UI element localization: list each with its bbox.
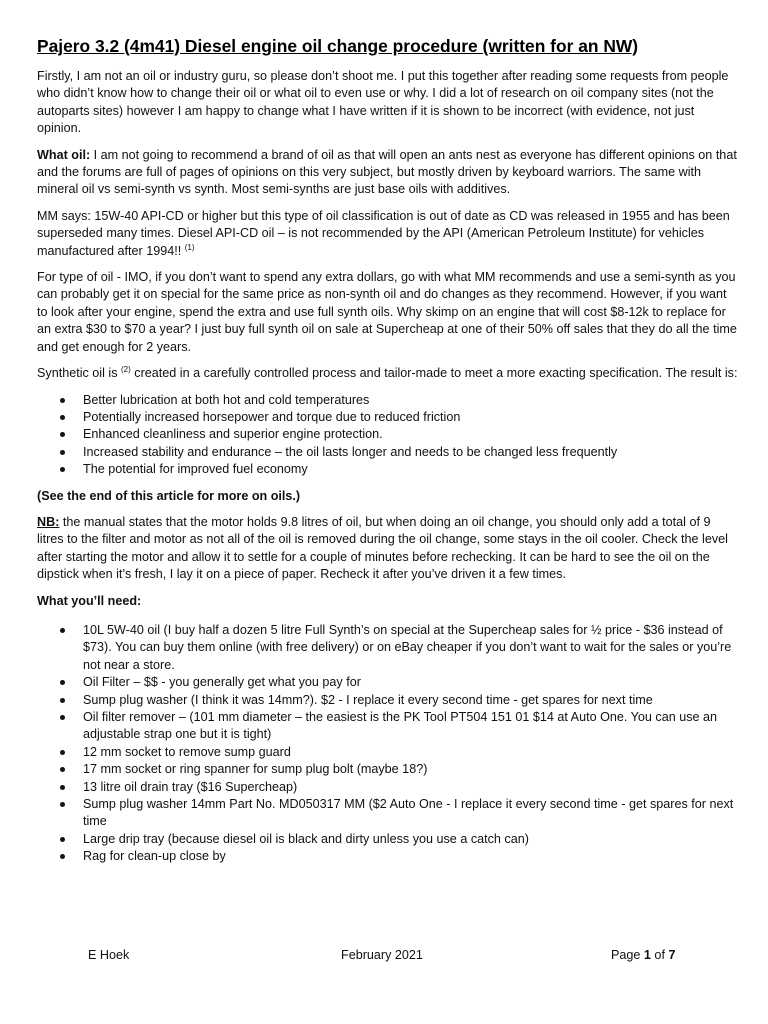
list-item: The potential for improved fuel economy (83, 461, 738, 478)
mm-says-text: MM says: 15W-40 API-CD or higher but this type of oil classification is out of date as CD was released in 1955 and has been superseded many times. Diesel API-CD oil – is not recommended by the API (American Petroleum Institute) for vehicles manufactured after 1994!! (37, 208, 730, 258)
type-of-oil-paragraph: For type of oil - IMO, if you don’t want to spend any extra dollars, go with what MM recommends and use a semi-synth as you can probably get it on special for the same price as non-synth oil and do changes as they recommend. However, if you want to look after your engine, spend the extra and use full synth oils. Why skimp on an engine that will cost $8-12k to replace for an extra $30 to $70 a year? I just buy full synth oil on sale at Supercheap at one of their 50% off sales that they do all the time and get enough for 2 years. (37, 270, 737, 354)
list-item: Potentially increased horsepower and torque due to reduced friction (83, 409, 738, 426)
benefits-list (37, 392, 738, 479)
nb-text: the manual states that the motor holds 9.8 litres of oil, but when doing an oil change, you should only add a total of 9 litres to the filter and motor as not all of the oil is removed during the oil change, some stays in the oil cooler. Check the level after starting the motor and allow it to settle for a couple of minutes before rechecking. It can be hard to see the oil on the dipstick when it’s fresh, I lay it on a piece of paper. Recheck it after you’ve driven it a few times. (37, 514, 728, 582)
page-current: 1 (643, 948, 651, 962)
list-item: 13 litre oil drain tray ($16 Supercheap) (83, 779, 738, 796)
needs-list (37, 622, 738, 866)
footnote-ref-1: (1) (184, 242, 195, 252)
what-oil-paragraph (37, 147, 738, 199)
list-item: 10L 5W-40 oil (I buy half a dozen 5 litre Full Synth’s on special at the Supercheap sales for ½ price - $36 instead of $73). You can buy them online (with free delivery) or on eBay cheaper if you don’t want to wait for the sales or you’re not near a store. (83, 622, 738, 674)
synthetic-paragraph (37, 365, 738, 382)
need-heading: What you’ll need: (37, 593, 142, 608)
list-item: Sump plug washer (I think it was 14mm?). $2 - I replace it every second time - get spares for next time (83, 692, 738, 709)
mm-says-paragraph (37, 208, 738, 260)
list-item: Oil filter remover – (101 mm diameter – the easiest is the PK Tool PT504 151 01 $14 at Auto One. You can use an adjustable strap one but it is tight) (83, 709, 738, 744)
list-item: Increased stability and endurance – the oil lasts longer and needs to be changed less frequently (83, 444, 738, 461)
page-of: of (650, 948, 669, 962)
nb-paragraph (37, 514, 738, 584)
footnote-ref-2: (2) (121, 364, 131, 374)
what-oil-text: I am not going to recommend a brand of oil as that will open an ants nest as everyone has different opinions on that and the forums are full of pages of opinions on this very subject, but mostly driven by keyboard warriors. The same with mineral oil vs semi-synth vs synth. Most semi-synths are just base oils with additives. (37, 147, 737, 197)
what-oil-label: What oil: (37, 147, 91, 162)
footer-author: E Hoek (88, 948, 130, 962)
list-item: Sump plug washer 14mm Part No. MD050317 MM ($2 Auto One - I replace it every second time - get spares for next time (83, 796, 738, 831)
footer-page-number (611, 947, 675, 964)
list-item: Oil Filter – $$ - you generally get what you pay for (83, 674, 738, 691)
nb-label: NB: (37, 514, 60, 529)
page-prefix: Page (611, 948, 644, 962)
page-total: 7 (668, 948, 676, 962)
list-item: Better lubrication at both hot and cold temperatures (83, 392, 738, 409)
list-item: Rag for clean-up close by (83, 848, 738, 865)
list-item: Enhanced cleanliness and superior engine protection. (83, 426, 738, 443)
list-item: Large drip tray (because diesel oil is black and dirty unless you use a catch can) (83, 831, 738, 848)
page-title: Pajero 3.2 (4m41) Diesel engine oil change procedure (written for an NW) (37, 36, 639, 56)
synthetic-text-after: created in a carefully controlled process and tailor-made to meet a more exacting specification. The result is: (130, 366, 738, 381)
footer-date: February 2021 (341, 948, 423, 962)
intro-paragraph: Firstly, I am not an oil or industry guru, so please don’t shoot me. I put this together after reading some requests from people who didn’t know how to change their oil or what oil to even use or why. I did a lot of research on oil company sites (not the autoparts sites) however I am happy to change what I have written if it is shown to be incorrect (with evidence, not just opinion. (37, 69, 729, 136)
synthetic-text-before: Synthetic oil is (37, 366, 121, 381)
page-footer (0, 947, 768, 967)
list-item: 17 mm socket or ring spanner for sump plug bolt (maybe 18?) (83, 761, 738, 778)
see-end-note: (See the end of this article for more on oils.) (37, 488, 301, 503)
list-item: 12 mm socket to remove sump guard (83, 744, 738, 761)
